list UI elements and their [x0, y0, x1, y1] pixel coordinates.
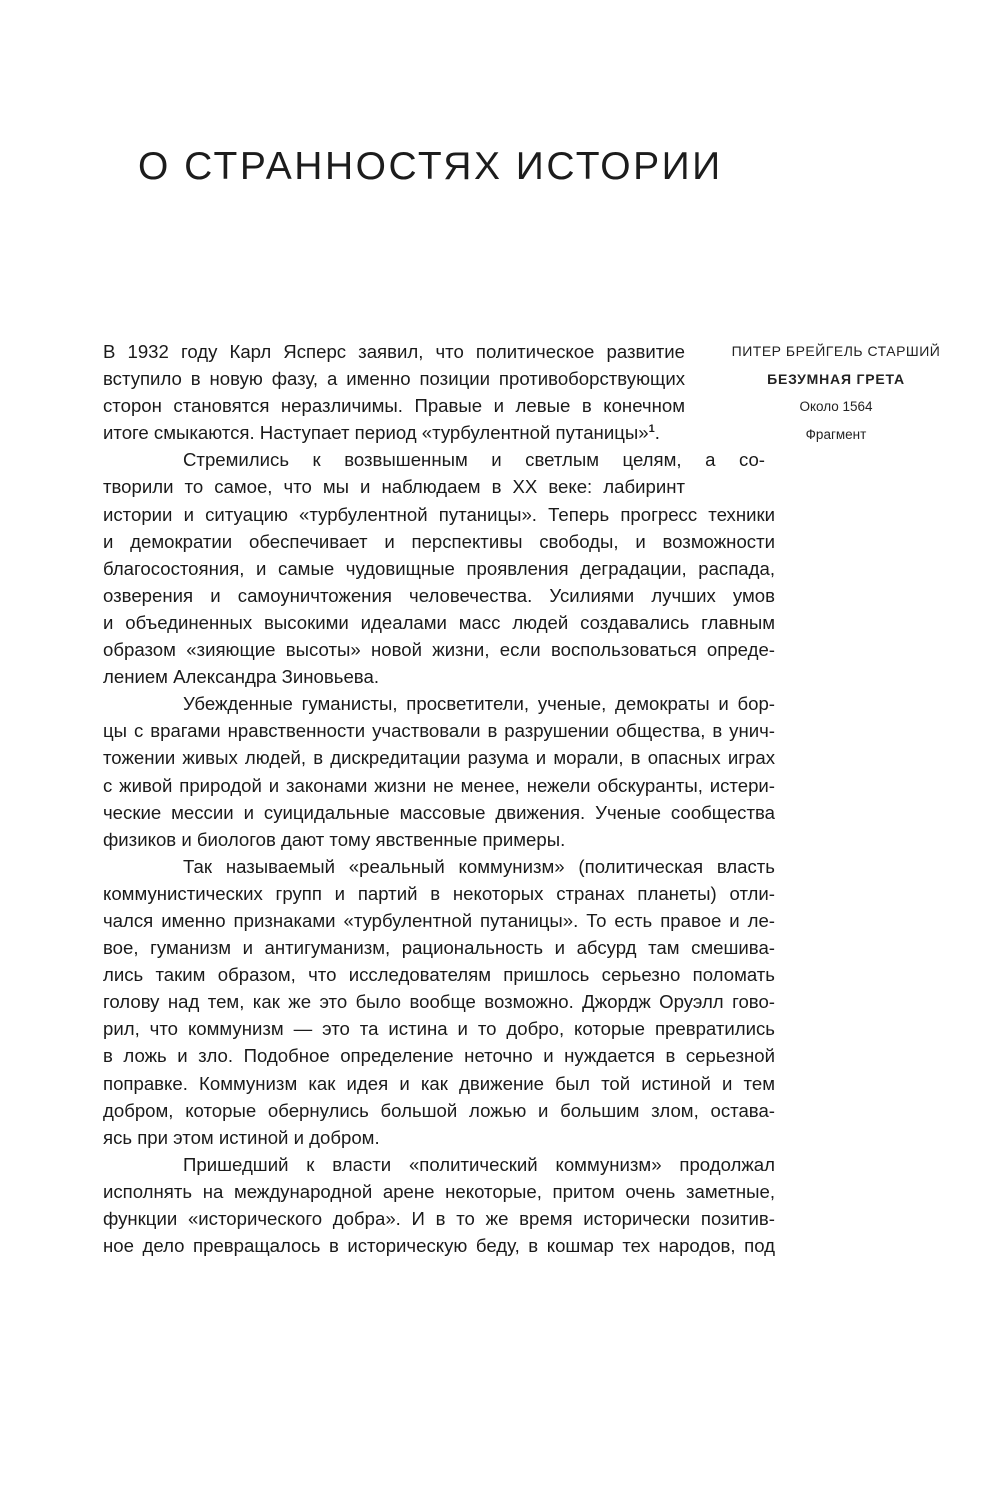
- caption-artwork-title: БЕЗУМНАЯ ГРЕТА: [767, 370, 905, 387]
- text-line: лись таким образом, что исследователям пришлось серьезно поломать: [103, 964, 775, 986]
- caption-date: Около 1564: [799, 399, 873, 414]
- text-line: и объединенных высокими идеалами масс людей создавались главным: [103, 611, 775, 633]
- text-line: коммунистических групп и партий в некоторых странах планеты) отли-: [103, 882, 775, 904]
- paragraph-2: [103, 446, 775, 690]
- text-line: [103, 419, 685, 446]
- text-line: истории и ситуацию «турбулентной путаницы». Теперь прогресс техники: [103, 503, 775, 525]
- text-line: физиков и биологов дают тому явственные примеры.: [103, 828, 566, 850]
- text-line: чался именно признаками «турбулентной путаницы». То есть правое и ле-: [103, 909, 775, 931]
- paragraph-5: [103, 1151, 775, 1259]
- text-line: вое, гуманизм и антигуманизм, рациональность и абсурд там смешива-: [103, 937, 775, 959]
- text-line: образом «зияющие высоты» новой жизни, если воспользоваться опреде-: [103, 639, 775, 661]
- text-line: добром, которые обернулись большой ложью и большим злом, остава-: [103, 1099, 775, 1121]
- paragraph-3: [103, 690, 775, 853]
- text-line-end: .: [654, 422, 660, 444]
- text-line: вступило в новую фазу, а именно позиции противоборствующих: [103, 368, 685, 390]
- text-line: и демократии обеспечивает и перспективы свободы, и возможности: [103, 530, 775, 552]
- chapter-title: О СТРАННОСТЯХ ИСТОРИИ: [138, 145, 723, 188]
- footnote-marker[interactable]: 1: [648, 423, 655, 436]
- text-line: сторон становятся неразличимы. Правые и левые в конечном: [103, 395, 685, 417]
- caption-artist: ПИТЕР БРЕЙГЕЛЬ СТАРШИЙ: [731, 343, 941, 359]
- text-line: озверения и самоуничтожения человечества. Усилиями лучших умов: [103, 584, 775, 606]
- text-line: ясь при этом истиной и добром.: [103, 1126, 380, 1148]
- text-line: исполнять на международной арене некоторые, притом очень заметные,: [103, 1180, 775, 1202]
- text-line: голову над тем, как же это было вообще возможно. Джордж Оруэлл гово-: [103, 991, 775, 1013]
- text-line: Так называемый «реальный коммунизм» (политическая власть: [183, 855, 775, 877]
- text-line: в ложь и зло. Подобное определение неточно и нуждается в серьезной: [103, 1045, 775, 1067]
- text-line: поправке. Коммунизм как идея и как движение был той истиной и тем: [103, 1072, 775, 1094]
- text-line: лением Александра Зиновьева.: [103, 666, 379, 688]
- text-line-content: итоге смыкаются. Наступает период «турбулентной путаницы»: [103, 422, 649, 444]
- text-line: рил, что коммунизм — это та истина и то добро, которые превратились: [103, 1018, 775, 1040]
- text-line: функции «исторического добра». И в то же время исторически позитив-: [103, 1208, 775, 1229]
- text-line: Пришедший к власти «политический коммунизм» продолжал: [183, 1153, 775, 1175]
- text-line: ческие мессии и суицидальные массовые движения. Ученые сообщества: [103, 801, 775, 823]
- text-line: цы с врагами нравственности участвовали в разрушении общества, в унич-: [103, 720, 775, 742]
- text-line: благосостояния, и самые чудовищные проявления деградации, распада,: [103, 557, 775, 579]
- text-line: с живой природой и законами жизни не менее, нежели обскуранты, истери-: [103, 774, 775, 796]
- caption-note: Фрагмент: [805, 426, 867, 442]
- text-line: тожении живых людей, в дискредитации разума и морали, в опасных играх: [103, 747, 775, 769]
- text-line: В 1932 году Карл Ясперс заявил, что политическое развитие: [103, 341, 685, 362]
- paragraph-1: [103, 338, 775, 446]
- paragraph-4: [103, 853, 775, 1151]
- body-text: [103, 338, 775, 1259]
- text-line: ное дело превращалось в историческую беду, в кошмар тех народов, под: [103, 1235, 775, 1257]
- text-line: творили то самое, что мы и наблюдаем в XX веке: лабиринт: [103, 476, 685, 498]
- text-line: Стремились к возвышенным и светлым целям, а со-: [183, 449, 765, 471]
- text-line: Убежденные гуманисты, просветители, ученые, демократы и бор-: [183, 693, 775, 715]
